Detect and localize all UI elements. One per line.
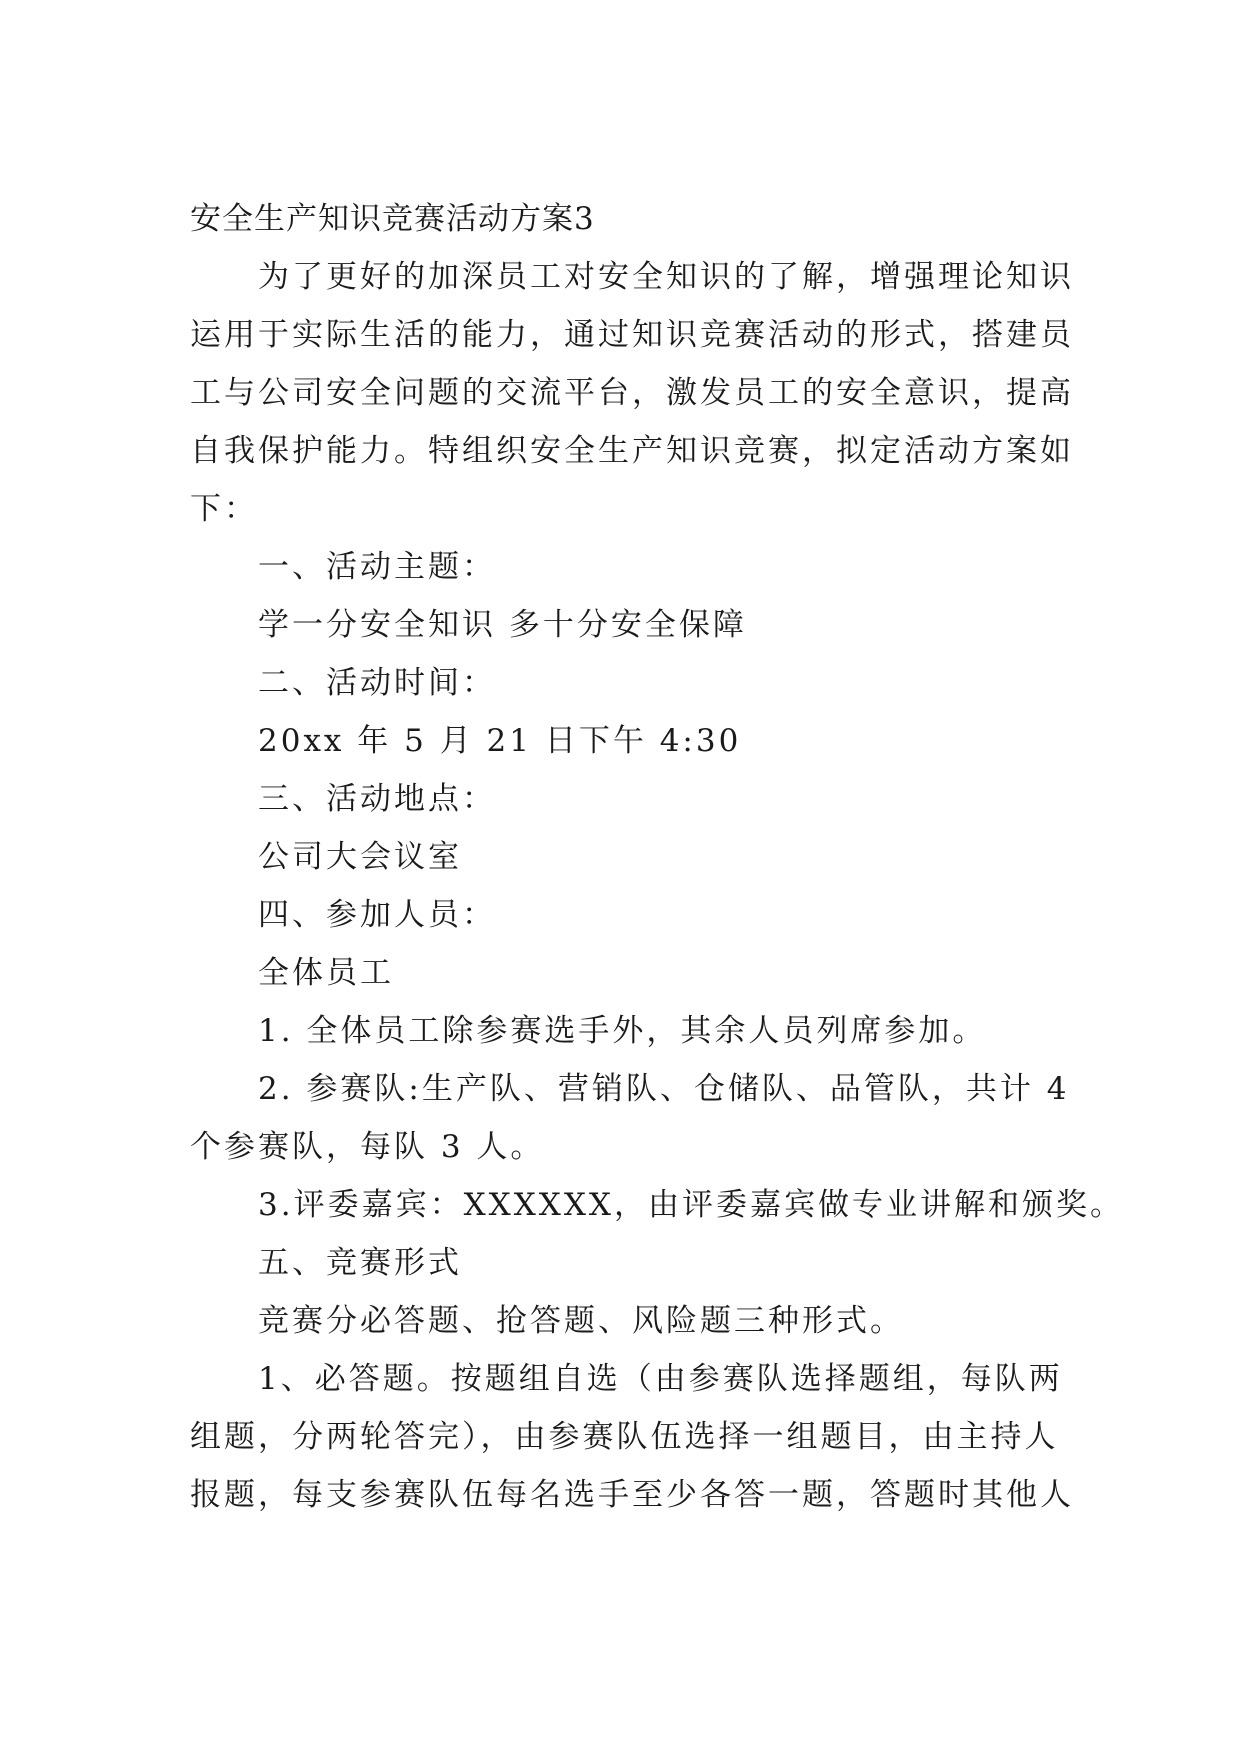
section-body-location: 公司大会议室	[258, 839, 462, 875]
section-body-theme: 学一分安全知识 多十分安全保障	[258, 607, 747, 643]
section-body-participants: 全体员工	[258, 955, 394, 991]
section-body-format: 竞赛分必答题、抢答题、风险题三种形式。	[258, 1303, 904, 1339]
intro-line: 下：	[190, 491, 258, 527]
rule-1-line: 1、必答题。按题组自选（由参赛队选择题组，每队两	[258, 1361, 1063, 1397]
intro-line: 自我保护能力。特组织安全生产知识竞赛，拟定活动方案如	[190, 433, 1074, 469]
rule-1-line: 报题，每支参赛队伍每名选手至少各答一题，答题时其他人	[190, 1477, 1074, 1513]
participant-item-2-cont: 个参赛队，每队 3 人。	[190, 1129, 545, 1165]
section-heading-participants: 四、参加人员：	[258, 897, 496, 933]
section-heading-format: 五、竞赛形式	[258, 1245, 462, 1281]
section-heading-theme: 一、活动主题：	[258, 549, 496, 585]
document-body	[190, 190, 1124, 1524]
intro-line: 为了更好的加深员工对安全知识的了解，增强理论知识	[258, 259, 1074, 295]
rule-1-line: 组题，分两轮答完），由参赛队伍选择一组题目，由主持人	[190, 1419, 1059, 1455]
participant-item-1: 1. 全体员工除参赛选手外，其余人员列席参加。	[258, 1013, 987, 1049]
intro-line: 工与公司安全问题的交流平台，激发员工的安全意识，提高	[190, 375, 1074, 411]
intro-line: 运用于实际生活的能力，通过知识竞赛活动的形式，搭建员	[190, 317, 1074, 353]
participant-item-2: 2. 参赛队:生产队、营销队、仓储队、品管队，共计 4	[258, 1071, 1070, 1107]
section-heading-location: 三、活动地点：	[258, 781, 496, 817]
participant-item-3: 3.评委嘉宾：XXXXXX，由评委嘉宾做专业讲解和颁奖。	[258, 1187, 1124, 1223]
section-heading-time: 二、活动时间：	[258, 665, 496, 701]
document-title: 安全生产知识竞赛活动方案3	[190, 201, 595, 237]
section-body-time: 20xx 年 5 月 21 日下午 4:30	[258, 723, 742, 759]
